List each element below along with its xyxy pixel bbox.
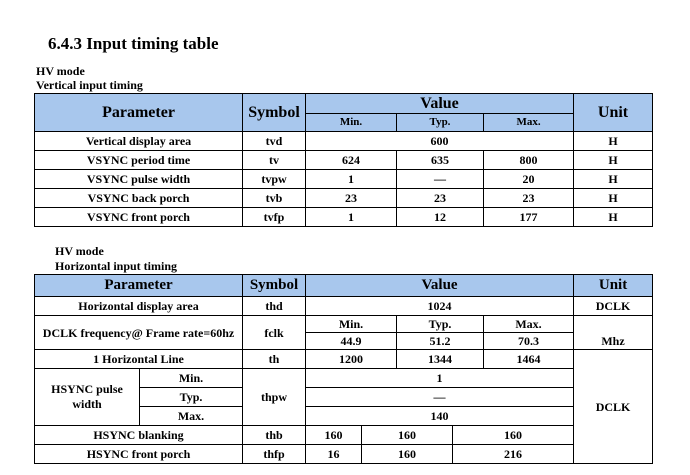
parameter-cell: VSYNC pulse width [35, 170, 243, 189]
typ-cell: 160 [362, 445, 453, 464]
min-cell: 160 [306, 426, 362, 445]
min-cell: 1200 [306, 350, 397, 369]
symbol-cell: thpw [243, 369, 306, 426]
max-label-cell: Max. [140, 407, 243, 426]
header-value: Value [306, 94, 574, 114]
header-symbol: Symbol [243, 94, 306, 132]
horizontal-caption: Horizontal input timing [55, 259, 178, 273]
symbol-cell: tvb [243, 189, 306, 208]
vertical-caption: Vertical input timing [36, 78, 143, 92]
parameter-cell: Vertical display area [35, 132, 243, 151]
typ-cell: — [306, 388, 574, 407]
symbol-cell: th [243, 350, 306, 369]
min-cell: 44.9 [306, 333, 397, 350]
table-row [35, 189, 653, 208]
min-cell: 624 [306, 151, 397, 170]
typ-cell: 23 [397, 189, 484, 208]
typ-cell: 1344 [397, 350, 484, 369]
header-unit: Unit [574, 275, 653, 297]
table-row [35, 297, 653, 316]
unit-cell: H [574, 189, 653, 208]
horizontal-mode-label: HV mode [55, 244, 104, 258]
max-cell: 20 [484, 170, 574, 189]
typ-cell: 160 [362, 426, 453, 445]
symbol-cell: tvpw [243, 170, 306, 189]
unit-cell: H [574, 132, 653, 151]
parameter-cell: Horizontal display area [35, 297, 243, 316]
max-label-cell: Max. [484, 316, 574, 333]
symbol-cell: fclk [243, 316, 306, 350]
typ-cell: 51.2 [397, 333, 484, 350]
unit-cell: H [574, 151, 653, 170]
header-unit: Unit [574, 94, 653, 132]
max-cell: 160 [453, 426, 574, 445]
unit-cell-empty [574, 316, 653, 333]
parameter-cell: VSYNC front porch [35, 208, 243, 227]
parameter-cell: 1 Horizontal Line [35, 350, 243, 369]
symbol-cell: thb [243, 426, 306, 445]
parameter-cell: HSYNC front porch [35, 445, 243, 464]
max-cell: 140 [306, 407, 574, 426]
typ-cell: — [397, 170, 484, 189]
unit-cell: Mhz [574, 333, 653, 350]
value-cell: 600 [306, 132, 574, 151]
section-heading: 6.4.3 Input timing table [48, 34, 219, 53]
unit-cell: DCLK [574, 297, 653, 316]
horizontal-timing-table [34, 274, 653, 464]
min-cell: 1 [306, 170, 397, 189]
max-cell: 800 [484, 151, 574, 170]
typ-label-cell: Typ. [140, 388, 243, 407]
typ-label-cell: Typ. [397, 316, 484, 333]
min-cell: 16 [306, 445, 362, 464]
parameter-cell: HSYNC pulse width [35, 369, 140, 426]
symbol-cell: tv [243, 151, 306, 170]
symbol-cell: tvfp [243, 208, 306, 227]
header-parameter: Parameter [35, 94, 243, 132]
header-value: Value [306, 275, 574, 297]
typ-cell: 12 [397, 208, 484, 227]
table-row [35, 208, 653, 227]
table-row [35, 170, 653, 189]
max-cell: 23 [484, 189, 574, 208]
max-cell: 216 [453, 445, 574, 464]
table-row [35, 132, 653, 151]
parameter-cell: HSYNC blanking [35, 426, 243, 445]
min-cell: 1 [306, 369, 574, 388]
max-cell: 1464 [484, 350, 574, 369]
unit-cell: H [574, 208, 653, 227]
min-cell: 23 [306, 189, 397, 208]
value-cell: 1024 [306, 297, 574, 316]
unit-cell: DCLK [574, 350, 653, 464]
table-row [35, 426, 653, 445]
header-max: Max. [484, 114, 574, 132]
header-symbol: Symbol [243, 275, 306, 297]
table-row [35, 445, 653, 464]
table-row [35, 151, 653, 170]
parameter-cell: DCLK frequency@ Frame rate=60hz [35, 316, 243, 350]
symbol-cell: tvd [243, 132, 306, 151]
typ-cell: 635 [397, 151, 484, 170]
min-cell: 1 [306, 208, 397, 227]
header-typ: Typ. [397, 114, 484, 132]
max-cell: 70.3 [484, 333, 574, 350]
table-row [35, 316, 653, 333]
max-cell: 177 [484, 208, 574, 227]
header-min: Min. [306, 114, 397, 132]
symbol-cell: thfp [243, 445, 306, 464]
table-row [35, 369, 653, 388]
parameter-cell: VSYNC back porch [35, 189, 243, 208]
table-row [35, 350, 653, 369]
vertical-mode-label: HV mode [36, 64, 85, 78]
min-label-cell: Min. [306, 316, 397, 333]
symbol-cell: thd [243, 297, 306, 316]
vertical-timing-table [34, 93, 653, 227]
unit-cell: H [574, 170, 653, 189]
min-label-cell: Min. [140, 369, 243, 388]
parameter-cell: VSYNC period time [35, 151, 243, 170]
header-parameter: Parameter [35, 275, 243, 297]
